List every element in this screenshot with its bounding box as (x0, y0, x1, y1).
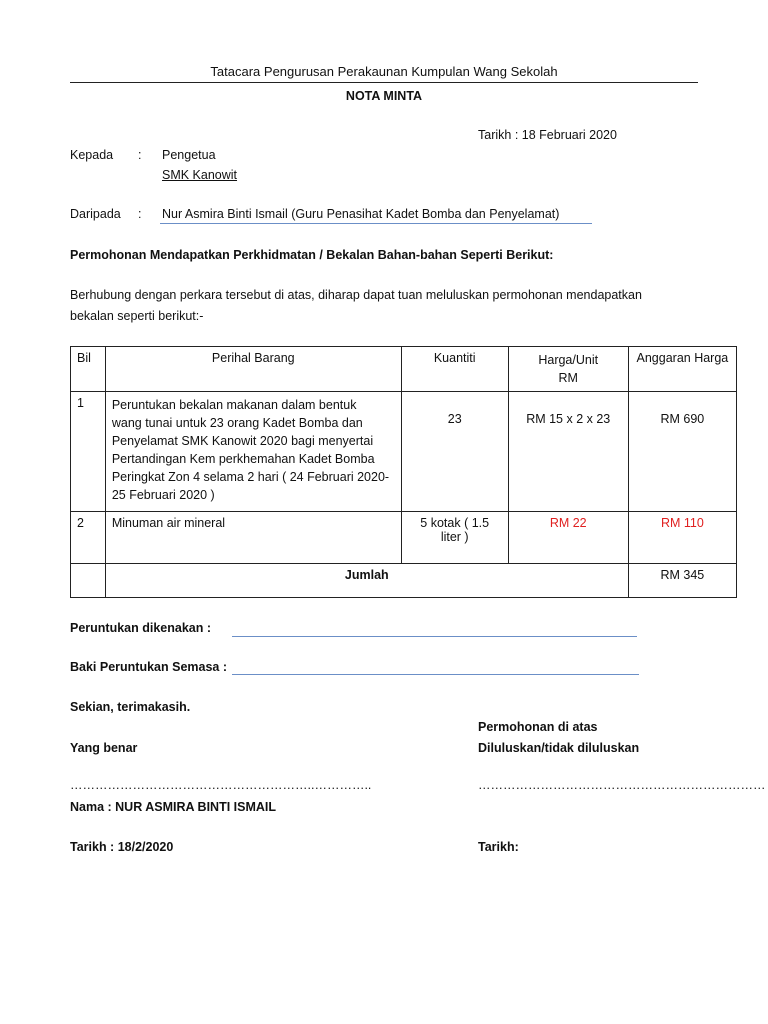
table-row (71, 392, 737, 512)
row2-anggaran: RM 110 (628, 512, 736, 564)
row1-perihal-line: Peringkat Zon 4 selama 2 hari ( 24 Februari 2020- (111, 470, 390, 484)
total-bil-empty (71, 564, 106, 598)
approval-signature-dots: …………………………………………………………… (478, 778, 766, 792)
signer-name: Nama : NUR ASMIRA BINTI ISMAIL (70, 800, 277, 814)
table-header-row (71, 347, 737, 392)
allocation-balance-label: Baki Peruntukan Semasa : (70, 660, 228, 674)
row2-bil: 2 (71, 512, 106, 564)
row1-perihal-line: Penyelamat SMK Kanowit 2020 bagi menyertai (111, 434, 374, 448)
row1-anggaran: RM 690 (628, 392, 736, 512)
header-kuantiti: Kuantiti (401, 347, 508, 392)
header-harga-line-1: Harga/Unit (538, 353, 599, 367)
row2-kuantiti-line-1: 5 kotak ( 1.5 (420, 516, 490, 530)
header-rule (70, 82, 698, 83)
intro-line-2: bekalan seperti berikut:- (70, 309, 204, 323)
header-anggaran: Anggaran Harga (628, 347, 736, 392)
document-title: NOTA MINTA (345, 89, 423, 103)
allocation-balance-line (232, 674, 639, 675)
to-school: SMK Kanowit (162, 168, 238, 182)
total-label: Jumlah (105, 564, 628, 598)
document-header: Tatacara Pengurusan Perakaunan Kumpulan Wang Sekolah (210, 64, 558, 79)
total-value: RM 345 (628, 564, 736, 598)
items-table (70, 346, 737, 598)
approval-date: Tarikh: (478, 840, 519, 854)
row1-perihal (105, 392, 401, 512)
allocation-charged-label: Peruntukan dikenakan : (70, 621, 212, 635)
from-underline (160, 223, 592, 224)
from-value: Nur Asmira Binti Ismail (Guru Penasihat Kadet Bomba dan Penyelamat) (162, 207, 560, 221)
header-harga (508, 347, 628, 392)
row1-perihal-line: 25 Februari 2020 ) (111, 488, 215, 502)
table-row (71, 512, 737, 564)
row1-kuantiti: 23 (401, 392, 508, 512)
row1-perihal-line: Peruntukan bekalan makanan dalam bentuk (111, 398, 357, 412)
row2-perihal: Minuman air mineral (105, 512, 401, 564)
row2-harga: RM 22 (508, 512, 628, 564)
header-harga-line-2: RM (558, 371, 578, 385)
request-heading: Permohonan Mendapatkan Perkhidmatan / Bekalan Bahan-bahan Seperti Berikut: (70, 248, 554, 262)
header-bil: Bil (71, 347, 106, 392)
table-total-row (71, 564, 737, 598)
to-colon: : (138, 148, 142, 162)
closing-text: Sekian, terimakasih. (70, 700, 191, 714)
from-colon: : (138, 207, 142, 221)
from-label: Daripada (70, 207, 121, 221)
approval-line-2: Diluluskan/tidak diluluskan (478, 741, 640, 755)
row1-bil: 1 (71, 392, 106, 512)
approval-line-1: Permohonan di atas (478, 720, 598, 734)
row2-kuantiti (401, 512, 508, 564)
row1-perihal-line: Pertandingan Kem perkhemahan Kadet Bomba (111, 452, 375, 466)
row2-kuantiti-line-2: liter ) (440, 530, 469, 544)
header-perihal: Perihal Barang (105, 347, 401, 392)
to-recipient: Pengetua (162, 148, 216, 162)
signer-date: Tarikh : 18/2/2020 (70, 840, 174, 854)
regards-text: Yang benar (70, 741, 138, 755)
signature-dots: …………………………………………………..………….. (70, 778, 372, 792)
date-line: Tarikh : 18 Februari 2020 (478, 128, 617, 142)
to-label: Kepada (70, 148, 114, 162)
allocation-charged-line (232, 636, 637, 637)
row1-harga: RM 15 x 2 x 23 (508, 392, 628, 512)
intro-line-1: Berhubung dengan perkara tersebut di atas, diharap dapat tuan meluluskan permohonan mendapatkan (70, 288, 642, 302)
row1-perihal-line: wang tunai untuk 23 orang Kadet Bomba dan (111, 416, 363, 430)
